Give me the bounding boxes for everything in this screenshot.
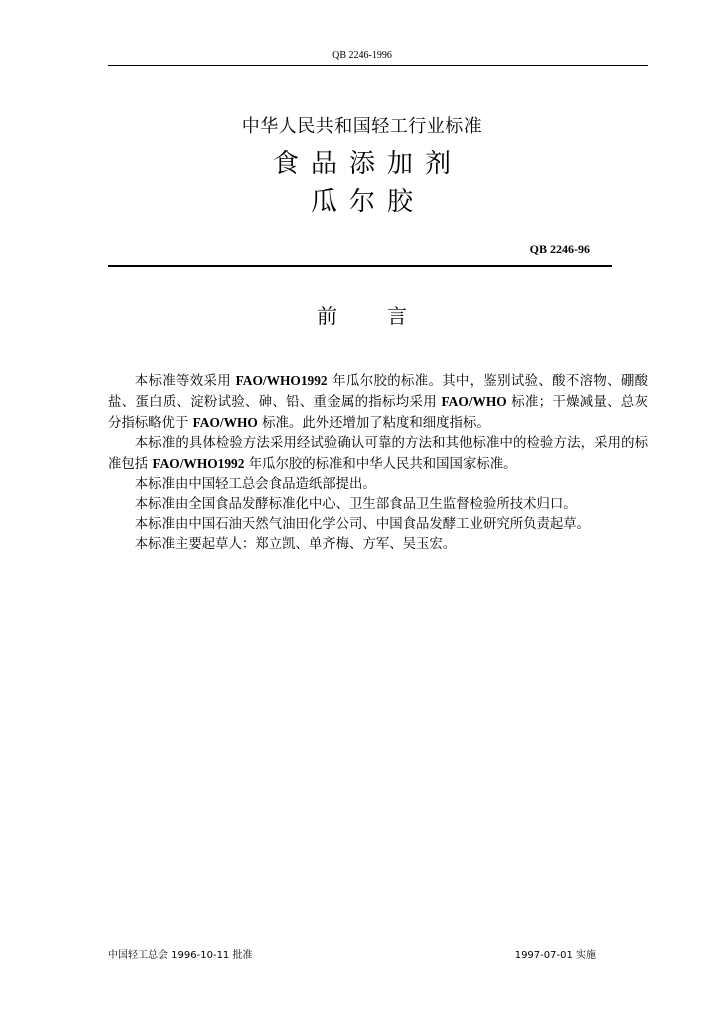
preface-paragraph-5: 本标准由中国石油天然气油田化学公司、中国食品发酵工业研究所负责起草。 <box>134 517 591 532</box>
p1-text-f: FAO/WHO <box>192 415 258 430</box>
preface-paragraph-1 <box>108 371 648 434</box>
p1-text-b: FAO/WHO1992 <box>235 373 328 388</box>
p1-text-a: 本标准等效采用 <box>134 374 236 389</box>
title-rule <box>108 265 612 267</box>
footer-approval-date: 中国轻工总会 1996-10-11 批准 <box>108 950 253 961</box>
document-title-line-1: 食品添加剂 <box>272 149 463 179</box>
preface-paragraph-4: 本标准由全国食品发酵标准化中心、卫生部食品卫生监督检验所技术归口。 <box>134 497 577 512</box>
preface-paragraph-2 <box>108 434 648 475</box>
p1-text-e: 标准；干燥减量、总灰分指标略优于 <box>108 395 648 431</box>
header-rule <box>108 65 648 66</box>
running-header-code: QB 2246-1996 <box>332 50 392 61</box>
standard-code: QB 2246-96 <box>529 242 590 256</box>
footer-effective-date: 1997-07-01 实施 <box>514 950 596 961</box>
p2-text-c: 年瓜尔胶的标准和中华人民共和国国家标准。 <box>244 457 517 472</box>
preface-paragraph-3: 本标准由中国轻工总会食品造纸部提出。 <box>134 477 376 492</box>
p1-text-g: 标准。此外还增加了粘度和细度指标。 <box>257 416 490 431</box>
p2-text-b: FAO/WHO1992 <box>152 456 245 471</box>
p2-text-a: 本标准的具体检验方法采用经试验确认可靠的方法和其他标准中的检验方法，采用的标准包括 <box>108 436 648 472</box>
preface-heading: 前言 <box>317 304 457 328</box>
standard-category: 中华人民共和国轻工行业标准 <box>241 116 483 137</box>
preface-paragraph-6: 本标准主要起草人：郑立凯、单齐梅、方军、吴玉宏。 <box>134 537 457 552</box>
document-title-line-2: 瓜尔胶 <box>310 187 425 217</box>
preface-body <box>108 371 648 555</box>
p1-text-c: 年瓜尔胶的标准。其中，鉴别试验、酸不溶物、硼酸盐、蛋白质、淀粉试验、砷、铅、重金属的指标均采用 <box>108 374 648 410</box>
p1-text-d: FAO/WHO <box>441 394 507 409</box>
